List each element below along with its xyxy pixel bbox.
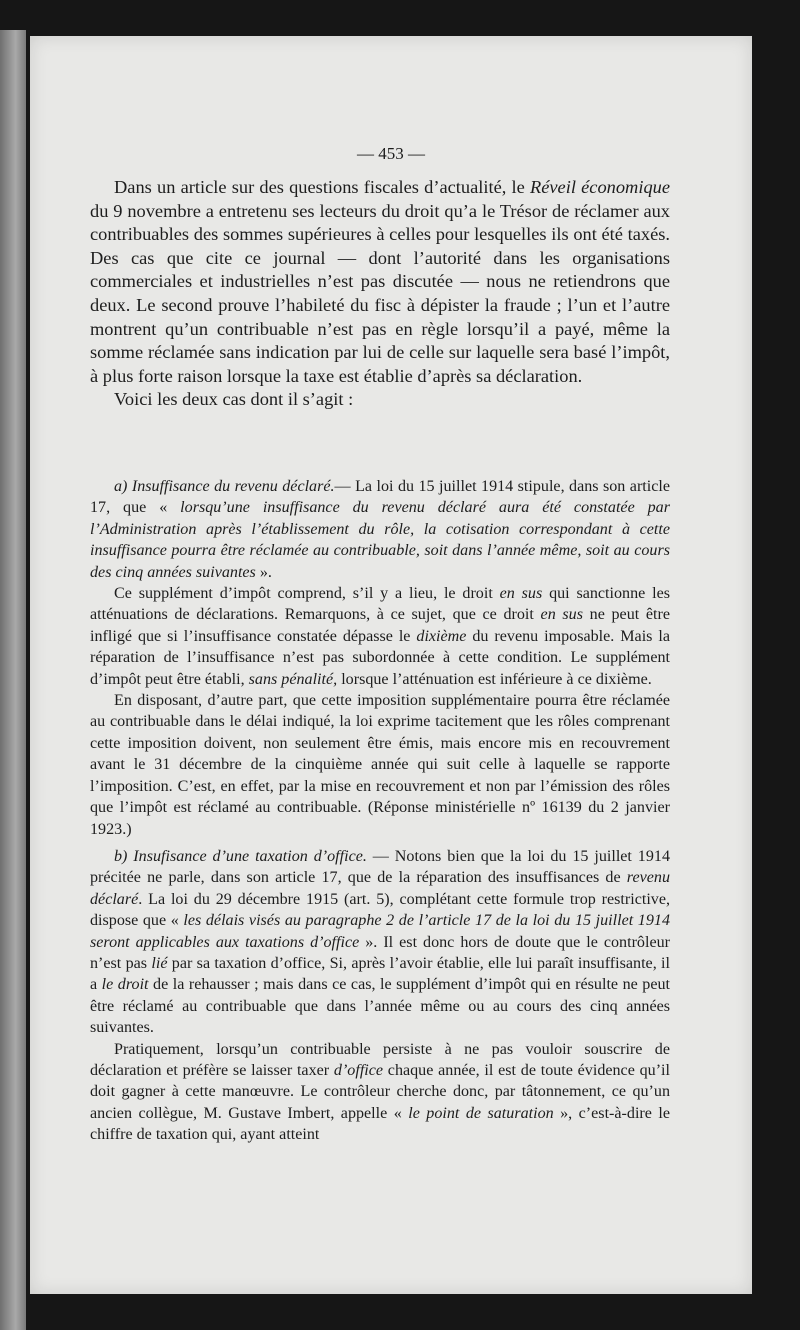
emphasis: d’office xyxy=(333,1061,384,1079)
case-a-paragraph-2 xyxy=(90,583,670,690)
text-run: du revenu imposable. Mais la réparation de l’insuffisance n’est pas subordonnée à cette condition. Le supplément d’impôt peut être établi, xyxy=(90,627,670,688)
emphasis: revenu déclaré xyxy=(90,869,670,908)
emphasis: le point de saturation xyxy=(408,1104,554,1122)
text-run: de la rehausser ; mais dans ce cas, le supplément d’impôt qui en résulte ne peut être réclamé au contribuable que dans l’année même ou au cours des cinq années suivantes. xyxy=(90,976,671,1037)
emphasis: le droit xyxy=(101,976,149,994)
text-run: ». Il est donc hors de doute que le contrôleur n’est pas xyxy=(90,933,670,972)
text-run: du 9 novembre a entretenu ses lecteurs du droit qu’a le Trésor de réclamer aux contribuables des sommes supérieures à celles pour lesquelles ils ont été taxés. Des cas que cite ce journal — dont l’autorité dans les organisations commerciales et industrielles n’est pas discutée — nous ne retiendrons que deux. Le second prouve l’habileté du fisc à dépister la fraude ; l’un et l’autre montrent qu’un contribuable n’est pas en règle lorsqu’il a payé, même la somme réclamée sans indication par lui de celle sur laquelle sera basé l’impôt, à plus forte raison lorsque la taxe est établie d’après sa déclaration. xyxy=(90,200,670,386)
intro-paragraph-1 xyxy=(90,176,670,388)
page-number: — 453 — xyxy=(357,144,425,163)
emphasis: sans pénalité, xyxy=(248,670,338,688)
journal-title: Réveil économique xyxy=(530,177,670,197)
adjacent-page-edge xyxy=(0,30,26,1330)
text-run: ne peut être infligé que si l’insuffisance constatée dépasse le xyxy=(90,606,670,645)
emphasis: en sus xyxy=(540,606,583,624)
case-b-heading: b) Insufisance d’une taxation d’office. xyxy=(114,847,367,865)
emphasis: dixième xyxy=(416,627,467,645)
text-run: par sa taxation d’office, Si, après l’avoir établie, elle lui paraît insuffisante, il a xyxy=(90,954,670,994)
law-quote: lorsqu’une insuffisance du revenu déclaré aura été constatée par l’Administration après l’établissement du rôle, la cotisation correspondant à cette insuffisance pourra être réclamée au contribuable, soit dans l’année même, soit au cours des cinq années suivantes xyxy=(90,499,670,581)
emphasis: en sus xyxy=(499,585,543,603)
book-page xyxy=(30,36,752,1294)
case-b-paragraph-1 xyxy=(90,846,670,1039)
intro-paragraph-2: Voici les deux cas dont il s’agit : xyxy=(114,389,354,410)
text-run: ». xyxy=(255,563,272,581)
text-run: Dans un article sur des questions fiscales d’actualité, le xyxy=(114,177,530,197)
text-run: — La loi du 15 juillet 1914 stipule, dans son article 17, que « xyxy=(90,478,670,517)
text-run: », c’est-à-dire le chiffre de taxation qui, ayant atteint xyxy=(90,1104,670,1144)
text-run: . La loi du 29 décembre 1915 (art. 5), complétant cette formule trop restrictive, dispose que « xyxy=(90,890,670,930)
intro-section xyxy=(90,176,670,412)
text-run: qui sanctionne les atténuations de déclarations. Remarquons, à ce sujet, que ce droit xyxy=(90,585,670,624)
text-run: Pratiquement, lorsqu’un contribuable persiste à ne pas vouloir souscrire de déclaration et préfère se laisser taxer xyxy=(90,1040,670,1079)
emphasis: lié xyxy=(151,954,168,972)
text-run: Ce supplément d’impôt comprend, s’il y a lieu, le droit xyxy=(114,585,500,603)
cases-section xyxy=(90,476,670,1146)
case-a-heading: a) Insuffisance du revenu déclaré. xyxy=(114,478,335,495)
text-run: lorsque l’atténuation est inférieure à ce dixième. xyxy=(337,670,652,688)
text-run: chaque année, il est de toute évidence qu’il doit gagner à cette manœuvre. Le contrôleur cherche donc, par tâtonnement, ce qu’un ancien collègue, M. Gustave Imbert, appelle « xyxy=(90,1061,670,1122)
case-a-paragraph-3: En disposant, d’autre part, que cette imposition supplémentaire pourra être réclamée au contribuable dans le délai indiqué, la loi exprime tacitement que les rôles comprenant cette imposition doivent, non seulement être émis, mais encore mis en recouvrement avant le 31 décembre de la cinquième année qui suit celle à laquelle se rapporte l’imposition. C’est, en effet, par la mise en recouvrement et non par l’émission des rôles que l’impôt est réclamé au contribuable. (Réponse ministérielle nº 16139 du 2 janvier 1923.) xyxy=(90,692,670,838)
law-quote: les délais visés au paragraphe 2 de l’article 17 de la loi du 15 juillet 1914 seront applicables aux taxations d’office xyxy=(90,912,670,951)
case-b-paragraph-2 xyxy=(90,1039,670,1146)
text-run: — Notons bien que la loi du 15 juillet 1914 précitée ne parle, dans son article 17, que de la réparation des insuffisances de xyxy=(90,847,670,887)
case-a-paragraph-1 xyxy=(90,476,670,583)
